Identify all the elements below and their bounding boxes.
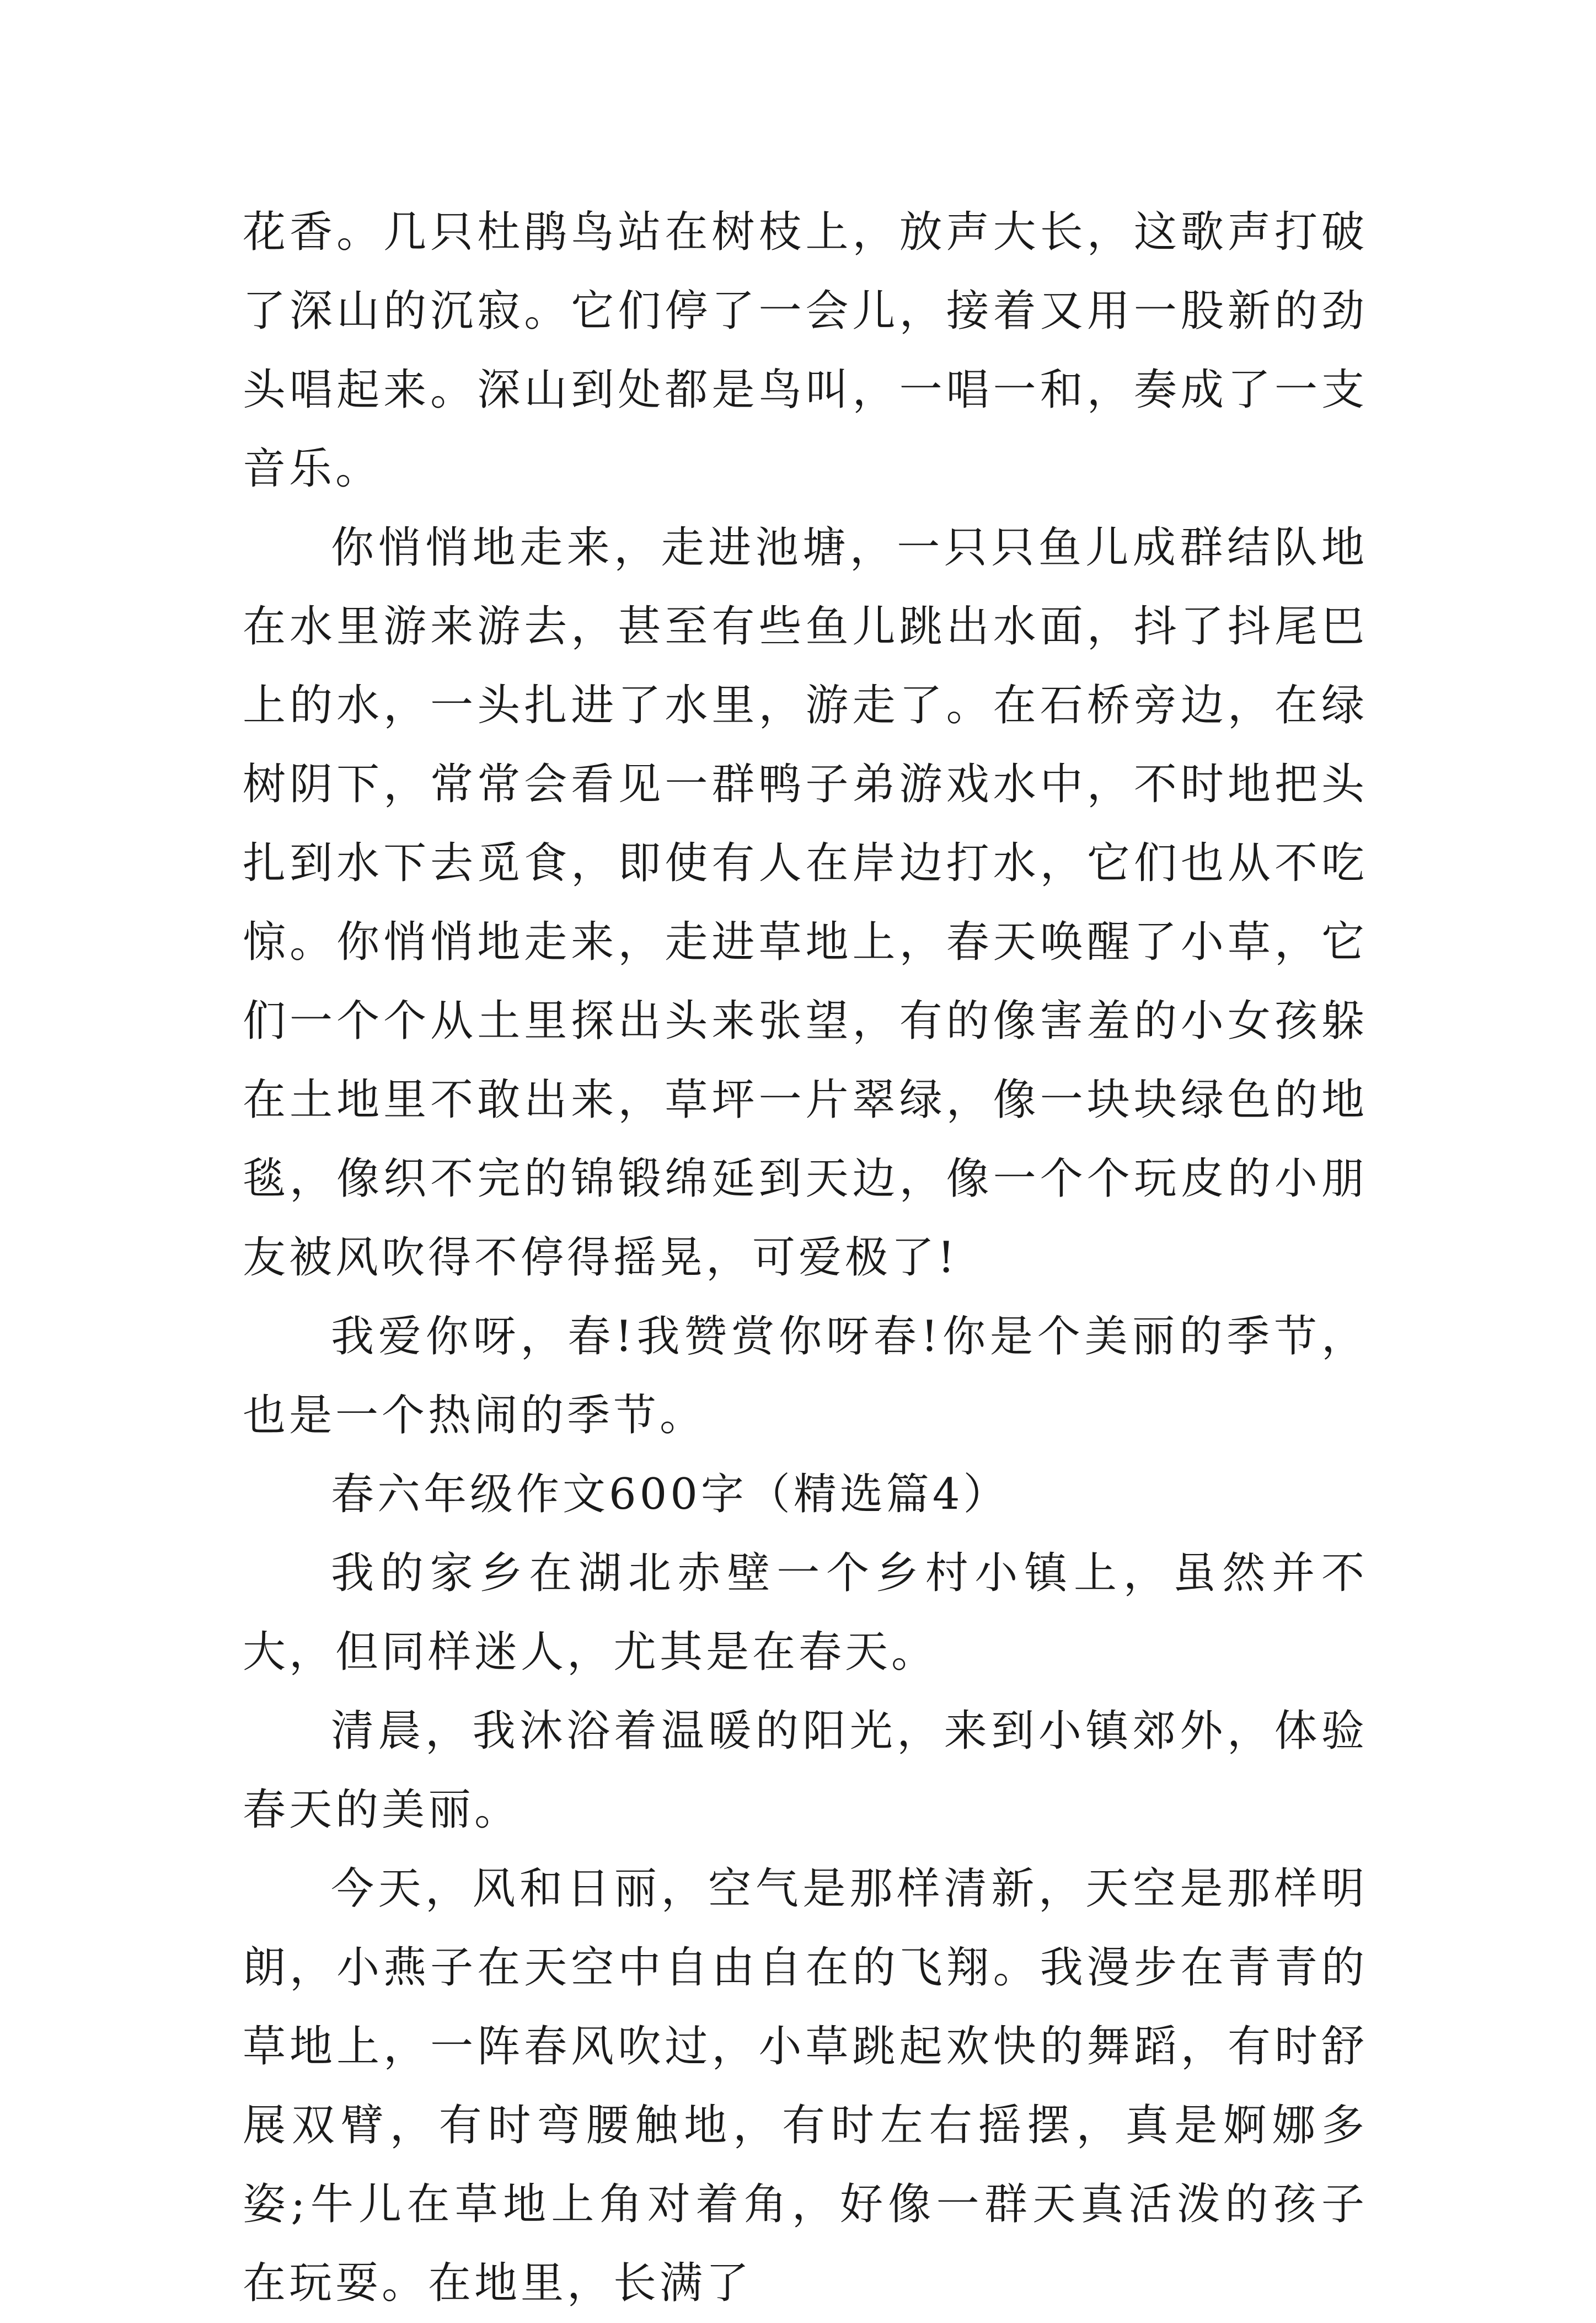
- paragraph-4: 我的家乡在湖北赤壁一个乡村小镇上，虽然并不大，但同样迷人，尤其是在春天。: [243, 1548, 1368, 1677]
- paragraph-3: 我爱你呀，春!我赞赏你呀春!你是个美丽的季节，也是一个热闹的季节。: [243, 1312, 1368, 1440]
- paragraph-1: 花香。几只杜鹃鸟站在树枝上，放声大长，这歌声打破了深山的沉寂。它们停了一会儿，接着又用一股新的劲头唱起来。深山到处都是鸟叫，一唱一和，奏成了一支音乐。: [243, 207, 1368, 494]
- paragraph-6: 今天，风和日丽，空气是那样清新，天空是那样明朗，小燕子在天空中自由自在的飞翔。我漫步在青青的草地上，一阵春风吹过，小草跳起欢快的舞蹈，有时舒展双臂，有时弯腰触地，有时左右摇摆，真是婀娜多姿;牛儿在草地上角对着角，好像一群天真活泼的孩子在玩耍。在地里，长满了: [243, 1864, 1368, 2308]
- section-heading: 春六年级作文600字（精选篇4）: [331, 1470, 1010, 1519]
- paragraph-2: 你悄悄地走来，走进池塘，一只只鱼儿成群结队地在水里游来游去，甚至有些鱼儿跳出水面，抖了抖尾巴上的水，一头扎进了水里，游走了。在石桥旁边，在绿树阴下，常常会看见一群鸭子弟游戏水中，不时地把头扎到水下去觅食，即使有人在岸边打水，它们也从不吃惊。你悄悄地走来，走进草地上，春天唤醒了小草，它们一个个从土里探出头来张望，有的像害羞的小女孩躲在土地里不敢出来，草坪一片翠绿，像一块块绿色的地毯，像织不完的锦锻绵延到天边，像一个个玩皮的小朋友被风吹得不停得摇晃，可爱极了!: [243, 523, 1368, 1283]
- paragraph-5: 清晨，我沐浴着温暖的阳光，来到小镇郊外，体验春天的美丽。: [243, 1706, 1368, 1835]
- document-body: [243, 193, 1368, 2323]
